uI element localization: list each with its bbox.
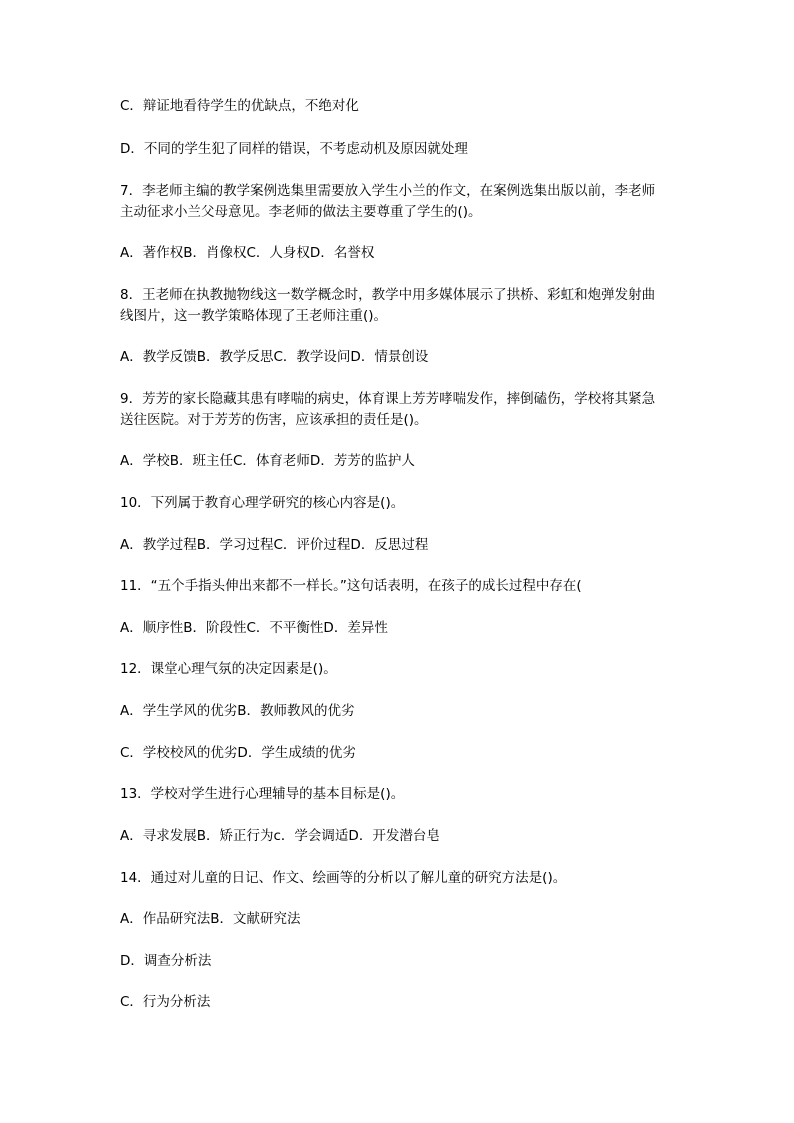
question-14-option-c: C．行为分析法 <box>120 994 211 1010</box>
question-9-options: A．学校B．班主任C．体育老师D．芳芳的监护人 <box>120 453 415 469</box>
question-9-stem <box>120 389 678 431</box>
question-14-option-d: D．调查分析法 <box>120 953 212 969</box>
question-9-line-1: 9．芳芳的家长隐藏其患有哮喘的病史，体育课上芳芳哮喘发作，摔倒磕伤，学校将其紧急 <box>120 391 656 407</box>
question-13-options: A．寻求发展B．矫正行为c．学会调适D．开发潜台皂 <box>120 828 440 844</box>
question-8-stem <box>120 285 678 327</box>
question-8-line-1: 8．王老师在执教抛物线这一数学概念时，教学中用多媒体展示了拱桥、彩虹和炮弹发射曲 <box>120 287 656 303</box>
question-8-options: A．教学反馈B．教学反思C．教学设问D．情景创设 <box>120 349 429 365</box>
option-line-c-dialectical: C．辩证地看待学生的优缺点，不绝对化 <box>120 98 359 114</box>
question-9-line-2: 送往医院。对于芳芳的伤害，应该承担的责任是()。 <box>120 412 428 428</box>
question-12-options-c-d: C．学校校风的优劣D．学生成绩的优劣 <box>120 745 356 761</box>
question-14-options-a-b: A．作品研究法B．文献研究法 <box>120 911 301 927</box>
question-11-options: A．顺序性B．阶段性C．不平衡性D．差异性 <box>120 620 388 636</box>
question-14-stem: 14．通过对儿童的日记、作文、绘画等的分析以了解儿童的研究方法是()。 <box>120 870 567 886</box>
question-10-options: A．教学过程B．学习过程C．评价过程D．反思过程 <box>120 537 429 553</box>
question-10-stem: 10．下列属于教育心理学研究的核心内容是()。 <box>120 495 405 511</box>
question-7-line-1: 7．李老师主编的教学案例选集里需要放入学生小兰的作文，在案例选集出版以前，李老师 <box>120 183 656 199</box>
question-7-options: A．著作权B．肖像权C．人身权D．名誉权 <box>120 245 375 261</box>
option-line-d-same-mistake: D．不同的学生犯了同样的错误，不考虑动机及原因就处理 <box>120 141 468 157</box>
question-12-options-a-b: A．学生学风的优劣B．教师教风的优劣 <box>120 703 355 719</box>
question-7-line-2: 主动征求小兰父母意见。李老师的做法主要尊重了学生的()。 <box>120 204 482 220</box>
question-13-stem: 13．学校对学生进行心理辅导的基本目标是()。 <box>120 786 405 802</box>
question-12-stem: 12．课堂心理气氛的决定因素是()。 <box>120 661 337 677</box>
question-7-stem <box>120 181 678 223</box>
question-8-line-2: 线图片，这一教学策略体现了王老师注重()。 <box>120 308 388 324</box>
question-11-stem: 11．“五个手指头伸出来都不一样长。”这句话表明，在孩子的成长过程中存在( <box>120 578 582 594</box>
